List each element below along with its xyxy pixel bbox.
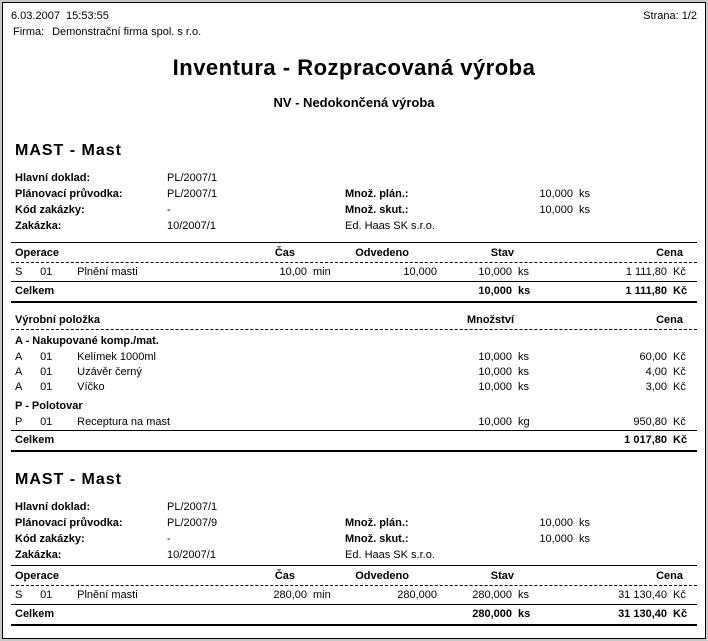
operation-name: Plnění masti <box>77 589 138 601</box>
item-type: A <box>15 351 23 363</box>
info-value: PL/2007/1 <box>167 188 218 200</box>
items-table <box>11 310 697 452</box>
item-price-cell: 950,80 Kč <box>542 416 697 428</box>
info-value: 10/2007/1 <box>167 220 216 232</box>
info-value-qty-planned: 10,000 <box>539 517 573 529</box>
info-label-qty-actual: Množ. skut.: <box>345 204 409 216</box>
firm-line <box>11 25 697 39</box>
col-header-odvedeno: Odvedeno <box>355 247 409 259</box>
info-value-qty-actual: 10,000 <box>539 533 573 545</box>
item-number: 01 <box>40 351 53 363</box>
item-row <box>11 415 697 430</box>
item-number: 01 <box>40 416 53 428</box>
info-row-order-code <box>11 202 697 218</box>
item-group-header <box>11 395 697 415</box>
operation-price-cell: 1 111,80 Kč <box>542 266 697 278</box>
total-label: Celkem <box>15 434 55 446</box>
item-name-cell <box>11 351 422 363</box>
info-label: Kód zakázky: <box>15 533 85 545</box>
info-value: - <box>167 204 171 216</box>
currency-unit: Kč <box>673 351 686 363</box>
items-table-header <box>11 310 697 330</box>
operation-row <box>11 586 697 604</box>
total-label: Celkem <box>15 608 55 620</box>
currency-unit: Kč <box>673 434 688 446</box>
item-name-cell <box>11 416 422 428</box>
item-row <box>11 350 697 365</box>
info-label: Zakázka: <box>15 220 62 232</box>
info-row-order <box>11 547 697 563</box>
col-header-odvedeno: Odvedeno <box>355 570 409 582</box>
operation-reported-cell: 10,000 <box>403 266 437 278</box>
section-info <box>11 170 697 234</box>
info-row-main-document <box>11 499 697 515</box>
qty-unit: ks <box>518 285 531 297</box>
item-type: A <box>15 381 23 393</box>
operation-state-cell: 280,000 ks <box>437 589 542 601</box>
item-number: 01 <box>40 366 53 378</box>
item-name: Receptura na mast <box>77 416 171 428</box>
item-group-header <box>11 330 697 350</box>
currency-unit: Kč <box>673 266 686 278</box>
page-indicator: Strana: 1/2 <box>643 10 697 22</box>
section-info <box>11 499 697 563</box>
qty-unit: ks <box>579 204 590 216</box>
operation-name-cell <box>11 266 227 278</box>
info-label-qty-actual: Množ. skut.: <box>345 533 409 545</box>
currency-unit: Kč <box>673 366 686 378</box>
item-qty-cell: 10,000 ks <box>422 381 542 393</box>
info-value-qty-planned: 10,000 <box>539 188 573 200</box>
qty-unit: ks <box>579 188 590 200</box>
col-header-cas: Čas <box>274 247 295 259</box>
qty-unit: ks <box>518 589 529 601</box>
col-header-operace: Operace <box>15 570 60 582</box>
qty-unit: ks <box>579 517 590 529</box>
total-price-cell: 1 017,80 Kč <box>542 434 697 446</box>
customer-name: Ed. Haas SK s.r.o. <box>345 220 435 232</box>
operation-time-cell: 10,00 min <box>227 266 337 278</box>
operation-name-cell <box>11 589 227 601</box>
info-row-main-document <box>11 170 697 186</box>
operation-time-cell: 280,00 min <box>227 589 337 601</box>
qty-unit: kg <box>518 416 530 428</box>
operation-row <box>11 263 697 281</box>
info-label: Plánovací průvodka: <box>15 517 123 529</box>
report-subtitle: NV - Nedokončená výroba <box>273 95 435 110</box>
currency-unit: Kč <box>673 285 688 297</box>
operation-number: 01 <box>40 589 53 601</box>
customer-name: Ed. Haas SK s.r.o. <box>345 549 435 561</box>
info-row-order-code <box>11 531 697 547</box>
col-header-price: Cena <box>656 314 683 326</box>
col-header-cas: Čas <box>274 570 295 582</box>
info-value: PL/2007/1 <box>167 172 218 184</box>
operations-total-row <box>11 281 697 303</box>
firm-name: Demonstrační firma spol. s r.o. <box>52 26 202 38</box>
qty-unit: ks <box>518 351 529 363</box>
operation-price-cell: 31 130,40 Kč <box>542 589 697 601</box>
report-header-line <box>11 9 697 23</box>
currency-unit: Kč <box>673 589 686 601</box>
col-header-operace: Operace <box>15 247 60 259</box>
col-header-cena: Cena <box>656 247 683 259</box>
info-label: Zakázka: <box>15 549 62 561</box>
info-row-order <box>11 218 697 234</box>
item-qty-cell: 10,000 ks <box>422 366 542 378</box>
operations-table <box>11 242 697 303</box>
product-section-1 <box>11 141 697 452</box>
item-number: 01 <box>40 381 53 393</box>
info-value: - <box>167 533 171 545</box>
operation-type: S <box>15 589 23 601</box>
qty-unit: ks <box>518 608 531 620</box>
item-price-cell: 3,00 Kč <box>542 381 697 393</box>
items-total-row <box>11 430 697 452</box>
report-datetime: 6.03.2007 15:53:55 <box>11 10 109 22</box>
info-label-qty-planned: Množ. plán.: <box>345 517 409 529</box>
operation-number: 01 <box>40 266 53 278</box>
info-label-qty-planned: Množ. plán.: <box>345 188 409 200</box>
item-type: A <box>15 366 23 378</box>
item-name: Kelímek 1000ml <box>77 351 156 363</box>
info-row-planning-card <box>11 186 697 202</box>
info-row-planning-card <box>11 515 697 531</box>
item-qty-cell: 10,000 kg <box>422 416 542 428</box>
col-header-stav: Stav <box>490 247 514 259</box>
info-label: Plánovací průvodka: <box>15 188 123 200</box>
qty-unit: ks <box>518 366 529 378</box>
item-name-cell <box>11 381 422 393</box>
info-value: PL/2007/1 <box>167 501 218 513</box>
info-value: PL/2007/9 <box>167 517 218 529</box>
item-row <box>11 365 697 380</box>
col-header-stav: Stav <box>490 570 514 582</box>
total-label: Celkem <box>15 285 55 297</box>
item-name-cell <box>11 366 422 378</box>
qty-unit: ks <box>518 266 529 278</box>
total-state-cell: 10,000 ks <box>437 285 542 297</box>
total-price-cell: 31 130,40 Kč <box>542 608 697 620</box>
info-label: Hlavní doklad: <box>15 501 91 513</box>
col-header-item: Výrobní položka <box>15 314 100 326</box>
info-label: Hlavní doklad: <box>15 172 91 184</box>
currency-unit: Kč <box>673 608 688 620</box>
currency-unit: Kč <box>673 416 686 428</box>
item-name: Uzávěr černý <box>77 366 142 378</box>
operation-reported-cell: 280,000 <box>397 589 437 601</box>
operation-type: S <box>15 266 23 278</box>
qty-unit: ks <box>518 381 529 393</box>
item-name: Víčko <box>77 381 105 393</box>
currency-unit: Kč <box>673 381 686 393</box>
operations-table-header <box>11 243 697 263</box>
total-price-cell: 1 111,80 Kč <box>542 285 697 297</box>
report-title: Inventura - Rozpracovaná výroba <box>172 55 536 80</box>
info-label: Kód zakázky: <box>15 204 85 216</box>
info-value: 10/2007/1 <box>167 549 216 561</box>
col-header-qty: Množství <box>466 314 514 326</box>
item-row <box>11 380 697 395</box>
col-header-cena: Cena <box>656 570 683 582</box>
product-section-2 <box>11 470 697 626</box>
time-unit: min <box>313 266 331 278</box>
time-unit: min <box>313 589 331 601</box>
operations-table-header <box>11 566 697 586</box>
info-value-qty-actual: 10,000 <box>539 204 573 216</box>
item-qty-cell: 10,000 ks <box>422 351 542 363</box>
section-heading: MAST - Mast <box>15 142 122 159</box>
item-group-title: A - Nakupované komp./mat. <box>15 335 159 347</box>
report-body <box>2 2 706 639</box>
item-group-title: P - Polotovar <box>15 400 83 412</box>
operations-total-row <box>11 604 697 626</box>
section-heading: MAST - Mast <box>15 471 122 488</box>
operation-state-cell: 10,000 ks <box>437 266 542 278</box>
operation-name: Plnění masti <box>77 266 138 278</box>
total-state-cell: 280,000 ks <box>437 608 542 620</box>
item-type: P <box>15 416 23 428</box>
firm-label: Firma: <box>13 26 45 38</box>
item-price-cell: 60,00 Kč <box>542 351 697 363</box>
qty-unit: ks <box>579 533 590 545</box>
operations-table <box>11 565 697 626</box>
item-price-cell: 4,00 Kč <box>542 366 697 378</box>
